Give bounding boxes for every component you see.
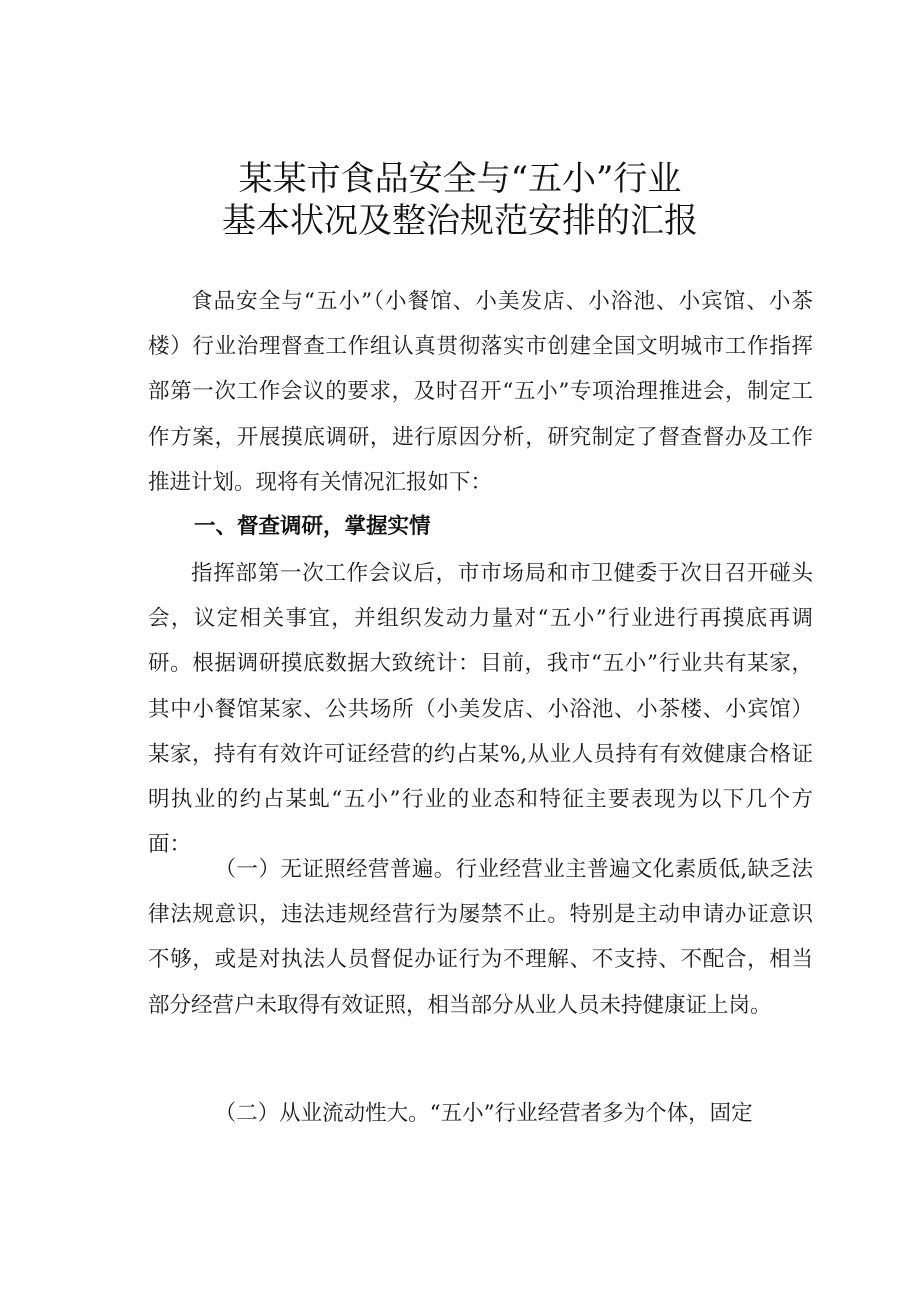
item-2-paragraph: （二）从业流动性大。“五小”行业经营者多为个体，固定 (214, 1101, 753, 1126)
item-1-paragraph: （一）无证照经营普遍。行业经营业主普遍文化素质低,缺乏法律法规意识，违法违规经营行为屡禁不止。特别是主动申请办证意识不够，或是对执法人员督促办证行为不理解、不支持、不配合，相当部分经营户未取得有效证照，相当部分从业人员未持健康证上岗。 (148, 857, 813, 1018)
document-title-line-2: 基本状况及整治规范安排的汇报 (222, 201, 698, 241)
section-1-heading: 一、督查调研，掌握实情 (194, 514, 431, 539)
intro-paragraph: 食品安全与“五小”（小餐馆、小美发店、小浴池、小宾馆、小茶楼）行业治理督查工作组认真贯彻落实市创建全国文明城市工作指挥部第一次工作会议的要求，及时召开“五小”专项治理推进会，制定工作方案，开展摸底调研，进行原因分析，研究制定了督查督办及工作推进计划。现将有关情况汇报如下： (148, 289, 813, 495)
section-1-paragraph: 指挥部第一次工作会议后，市市场局和市卫健委于次日召开碰头会，议定相关事宜，并组织发动力量对“五小”行业进行再摸底再调研。根据调研摸底数据大致统计：目前，我市“五小”行业共有某家，其中小餐馆某家、公共场所（小美发店、小浴池、小茶楼、小宾馆）某家，持有有效许可证经营的约占某%,从业人员持有有效健康合格证明执业的约占某虬“五小”行业的业态和特征主要表现为以下几个方面： (148, 561, 813, 858)
document-title-line-1: 某某市食品安全与“五小”行业 (238, 159, 682, 199)
